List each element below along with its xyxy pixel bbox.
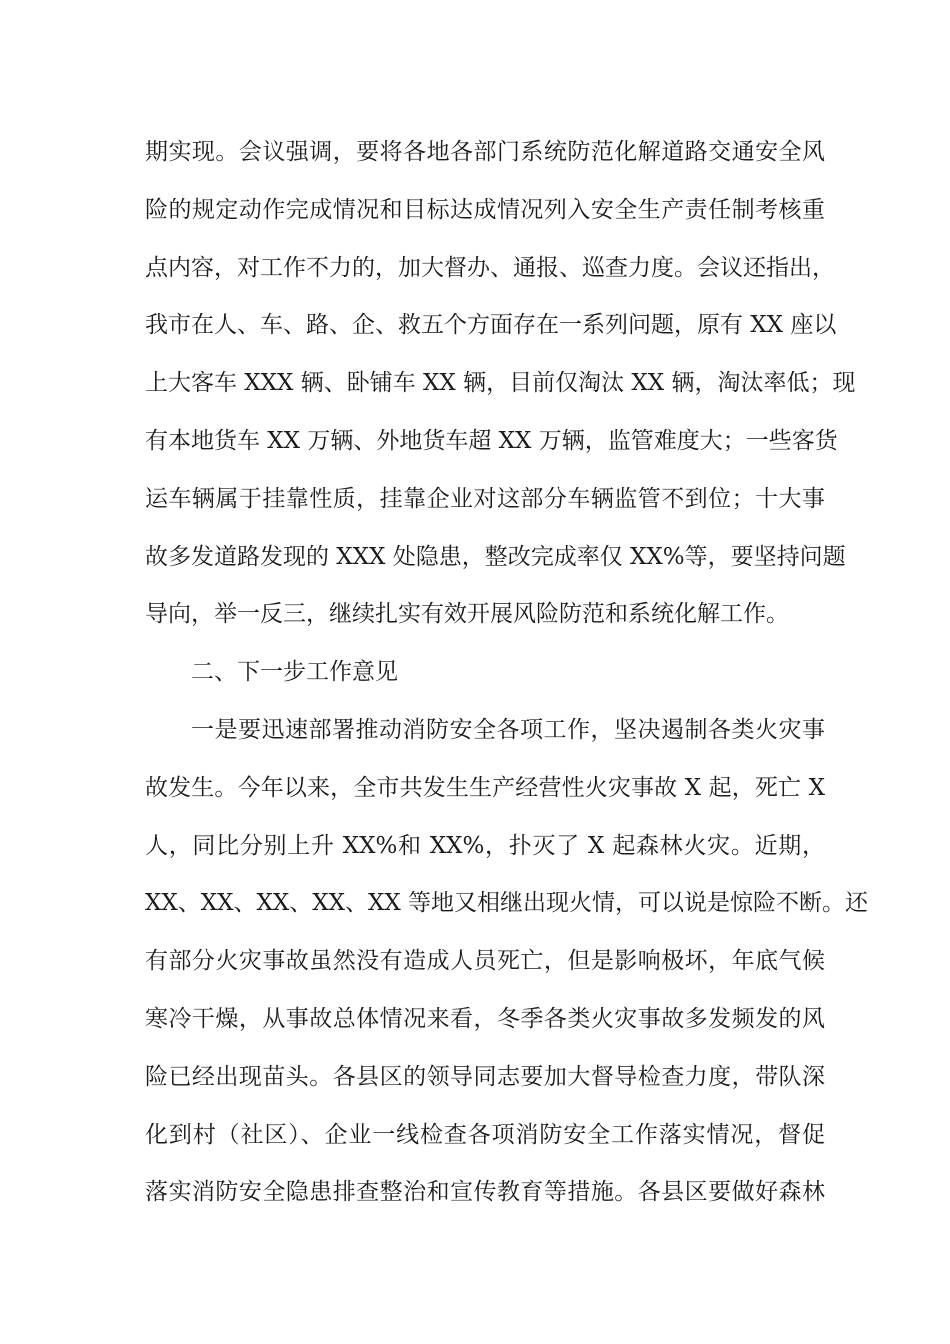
paragraph-2-line-8: 化到村（社区）、企业一线检查各项消防安全工作落实情况，督促 — [145, 1121, 825, 1148]
paragraph-2-line-4: XX、XX、XX、XX、XX 等地又相继出现火情，可以说是惊险不断。还 — [145, 890, 869, 917]
paragraph-2-line-6: 寒冷干燥，从事故总体情况来看，冬季各类火灾事故多发频发的风 — [145, 1005, 825, 1032]
paragraph-2-line-9: 落实消防安全隐患排查整治和宣传教育等措施。各县区要做好森林 — [145, 1179, 825, 1206]
paragraph-1-line-7: 运车辆属于挂靠性质，挂靠企业对这部分车辆监管不到位；十大事 — [145, 485, 825, 512]
paragraph-2-line-2: 故发生。今年以来，全市共发生生产经营性火灾事故 X 起，死亡 X — [145, 774, 825, 801]
paragraph-2-line-3: 人，同比分别上升 XX%和 XX%，扑灭了 X 起森林火灾。近期， — [145, 832, 825, 859]
paragraph-1-line-3: 点内容，对工作不力的，加大督办、通报、巡查力度。会议还指出， — [145, 254, 835, 281]
paragraph-1-line-8: 故多发道路发现的 XXX 处隐患，整改完成率仅 XX%等，要坚持问题 — [145, 543, 846, 570]
paragraph-1-line-5: 上大客车 XXX 辆、卧铺车 XX 辆，目前仅淘汰 XX 辆，淘汰率低；现 — [145, 370, 856, 397]
section-heading: 二、下一步工作意见 — [191, 659, 398, 686]
paragraph-2-line-7: 险已经出现苗头。各县区的领导同志要加大督导检查力度，带队深 — [145, 1063, 825, 1090]
paragraph-1-line-4: 我市在人、车、路、企、救五个方面存在一系列问题，原有 XX 座以 — [145, 312, 837, 339]
paragraph-1-line-6: 有本地货车 XX 万辆、外地货车超 XX 万辆，监管难度大；一些客货 — [145, 427, 838, 454]
document-body — [145, 124, 869, 1222]
paragraph-2-line-5: 有部分火灾事故虽然没有造成人员死亡，但是影响极坏，年底气候 — [145, 948, 825, 975]
paragraph-2-line-1: 一是要迅速部署推动消防安全各项工作，坚决遏制各类火灾事 — [191, 716, 825, 743]
paragraph-1-line-9: 导向，举一反三，继续扎实有效开展风险防范和系统化解工作。 — [145, 601, 789, 628]
paragraph-1-line-1: 期实现。会议强调，要将各地各部门系统防范化解道路交通安全风 — [145, 139, 825, 165]
paragraph-1-line-2: 险的规定动作完成情况和目标达成情况列入安全生产责任制考核重 — [145, 196, 825, 223]
